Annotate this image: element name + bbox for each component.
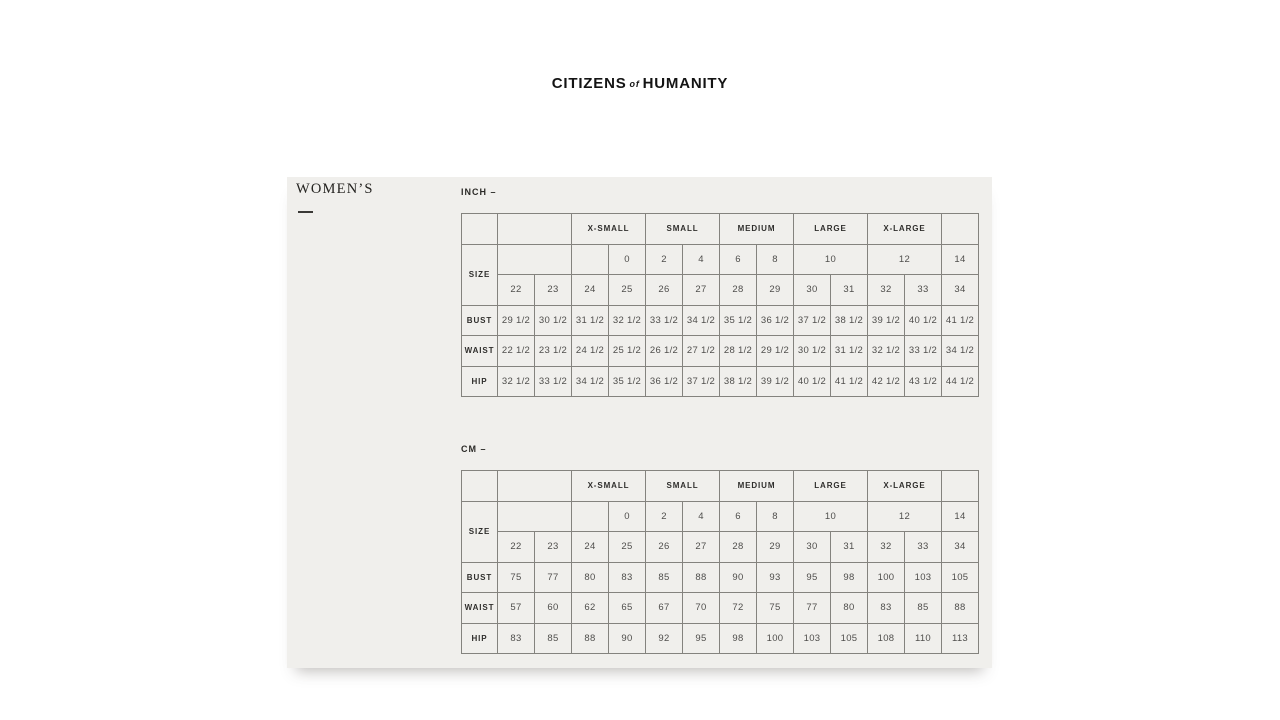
measure-value-cell: 33 1/2: [535, 366, 572, 397]
measure-value-cell: 32 1/2: [498, 366, 535, 397]
numeric-size-cell: 32: [868, 532, 905, 563]
numeric-size-cell: 26: [646, 275, 683, 306]
measure-value-cell: 35 1/2: [609, 366, 646, 397]
measure-value-cell: 93: [757, 562, 794, 593]
measure-value-cell: 100: [868, 562, 905, 593]
size-group-cell: X-SMALL: [572, 214, 646, 245]
measure-value-cell: 110: [905, 623, 942, 654]
measure-value-cell: 85: [646, 562, 683, 593]
measure-value-cell: 103: [794, 623, 831, 654]
measure-label-cell: BUST: [462, 305, 498, 336]
measure-value-cell: 25 1/2: [609, 336, 646, 367]
measure-value-cell: 90: [720, 562, 757, 593]
size-chart-panel: [287, 177, 992, 668]
unit-label-cm: CM –: [461, 444, 487, 454]
size-chart-content: [461, 186, 979, 654]
measure-value-cell: 88: [572, 623, 609, 654]
cm-chart-block: [461, 443, 979, 654]
measure-value-cell: 113: [942, 623, 979, 654]
measure-value-cell: 39 1/2: [757, 366, 794, 397]
numeric-size-cell: 27: [683, 532, 720, 563]
measure-label-cell: HIP: [462, 366, 498, 397]
measure-value-cell: 34 1/2: [683, 305, 720, 336]
measure-value-cell: 36 1/2: [646, 366, 683, 397]
numeric-size-cell: 23: [535, 532, 572, 563]
measure-value-cell: 32 1/2: [868, 336, 905, 367]
measure-value-cell: 60: [535, 593, 572, 624]
us-size-cell: [498, 244, 572, 275]
measure-value-cell: 29 1/2: [498, 305, 535, 336]
brand-logo-citizens: CITIZENS: [551, 75, 627, 92]
numeric-size-cell: 31: [831, 275, 868, 306]
measure-value-cell: 44 1/2: [942, 366, 979, 397]
numeric-size-cell: 29: [757, 532, 794, 563]
measure-value-cell: 90: [609, 623, 646, 654]
measure-value-cell: 29 1/2: [757, 336, 794, 367]
measure-value-cell: 80: [831, 593, 868, 624]
numeric-size-cell: 33: [905, 275, 942, 306]
measure-value-cell: 22 1/2: [498, 336, 535, 367]
us-size-cell: 6: [720, 501, 757, 532]
measure-value-cell: 40 1/2: [794, 366, 831, 397]
numeric-size-cell: 33: [905, 532, 942, 563]
measure-value-cell: 31 1/2: [831, 336, 868, 367]
measure-value-cell: 77: [794, 593, 831, 624]
measure-value-cell: 103: [905, 562, 942, 593]
size-group-cell: MEDIUM: [720, 214, 794, 245]
measure-value-cell: 33 1/2: [905, 336, 942, 367]
measure-value-cell: 75: [498, 562, 535, 593]
unit-label-inch: INCH –: [461, 187, 497, 197]
inch-chart-block: [461, 186, 979, 397]
us-size-cell: 8: [757, 244, 794, 275]
size-label-cell: SIZE: [462, 501, 498, 562]
us-size-cell: 4: [683, 501, 720, 532]
numeric-size-cell: 30: [794, 532, 831, 563]
numeric-size-cell: 29: [757, 275, 794, 306]
size-group-cell: X-LARGE: [868, 214, 942, 245]
measure-value-cell: 32 1/2: [609, 305, 646, 336]
us-size-cell: 4: [683, 244, 720, 275]
measure-value-cell: 27 1/2: [683, 336, 720, 367]
measure-value-cell: 33 1/2: [646, 305, 683, 336]
cm-size-table: [461, 470, 979, 654]
us-size-cell: 12: [868, 244, 942, 275]
measure-value-cell: 83: [609, 562, 646, 593]
measure-value-cell: 38 1/2: [831, 305, 868, 336]
size-group-cell: SMALL: [646, 214, 720, 245]
measure-label-cell: WAIST: [462, 336, 498, 367]
numeric-size-cell: 22: [498, 532, 535, 563]
group-spacer-cell: [498, 214, 572, 245]
measure-value-cell: 57: [498, 593, 535, 624]
measure-value-cell: 88: [683, 562, 720, 593]
measure-value-cell: 28 1/2: [720, 336, 757, 367]
us-size-cell: 2: [646, 501, 683, 532]
numeric-size-cell: 26: [646, 532, 683, 563]
us-size-cell: 2: [646, 244, 683, 275]
measure-value-cell: 72: [720, 593, 757, 624]
measure-value-cell: 34 1/2: [942, 336, 979, 367]
measure-value-cell: 37 1/2: [794, 305, 831, 336]
measure-value-cell: 30 1/2: [535, 305, 572, 336]
us-size-cell: 0: [609, 501, 646, 532]
size-chart-sidebar: [296, 181, 374, 213]
measure-value-cell: 75: [757, 593, 794, 624]
us-size-cell: 8: [757, 501, 794, 532]
us-size-cell: 0: [609, 244, 646, 275]
size-group-cell: SMALL: [646, 471, 720, 502]
measure-label-cell: HIP: [462, 623, 498, 654]
measure-value-cell: 100: [757, 623, 794, 654]
measure-value-cell: 62: [572, 593, 609, 624]
numeric-size-cell: 25: [609, 532, 646, 563]
measure-value-cell: 23 1/2: [535, 336, 572, 367]
numeric-size-cell: 27: [683, 275, 720, 306]
us-size-cell: 12: [868, 501, 942, 532]
size-group-cell: X-LARGE: [868, 471, 942, 502]
numeric-size-cell: 25: [609, 275, 646, 306]
us-size-cell: [572, 501, 609, 532]
measure-value-cell: 70: [683, 593, 720, 624]
brand-logo-of: of: [629, 79, 640, 89]
measure-value-cell: 85: [905, 593, 942, 624]
brand-logo-humanity: HUMANITY: [642, 75, 729, 92]
measure-value-cell: 37 1/2: [683, 366, 720, 397]
size-group-cell: X-SMALL: [572, 471, 646, 502]
us-size-cell: 14: [942, 501, 979, 532]
us-size-cell: 14: [942, 244, 979, 275]
measure-value-cell: 92: [646, 623, 683, 654]
numeric-size-cell: 34: [942, 532, 979, 563]
us-size-cell: [572, 244, 609, 275]
numeric-size-cell: 30: [794, 275, 831, 306]
measure-value-cell: 39 1/2: [868, 305, 905, 336]
measure-value-cell: 98: [720, 623, 757, 654]
group-spacer-cell: [942, 471, 979, 502]
measure-value-cell: 83: [498, 623, 535, 654]
numeric-size-cell: 28: [720, 532, 757, 563]
measure-value-cell: 30 1/2: [794, 336, 831, 367]
us-size-cell: 10: [794, 244, 868, 275]
size-label-cell: SIZE: [462, 244, 498, 305]
measure-value-cell: 80: [572, 562, 609, 593]
brand-logo[interactable]: [0, 75, 1280, 92]
measure-value-cell: 67: [646, 593, 683, 624]
numeric-size-cell: 32: [868, 275, 905, 306]
measure-value-cell: 83: [868, 593, 905, 624]
inch-size-table: [461, 213, 979, 397]
measure-value-cell: 88: [942, 593, 979, 624]
numeric-size-cell: 28: [720, 275, 757, 306]
numeric-size-cell: 22: [498, 275, 535, 306]
measure-value-cell: 34 1/2: [572, 366, 609, 397]
size-group-cell: MEDIUM: [720, 471, 794, 502]
measure-value-cell: 105: [831, 623, 868, 654]
measure-value-cell: 36 1/2: [757, 305, 794, 336]
measure-value-cell: 31 1/2: [572, 305, 609, 336]
us-size-cell: 6: [720, 244, 757, 275]
numeric-size-cell: 24: [572, 532, 609, 563]
measure-value-cell: 41 1/2: [942, 305, 979, 336]
size-group-cell: LARGE: [794, 471, 868, 502]
measure-value-cell: 24 1/2: [572, 336, 609, 367]
measure-label-cell: BUST: [462, 562, 498, 593]
measure-value-cell: 43 1/2: [905, 366, 942, 397]
title-underline: [298, 211, 313, 213]
measure-value-cell: 38 1/2: [720, 366, 757, 397]
measure-value-cell: 77: [535, 562, 572, 593]
corner-cell: [462, 214, 498, 245]
measure-value-cell: 98: [831, 562, 868, 593]
measure-label-cell: WAIST: [462, 593, 498, 624]
section-title: WOMEN’S: [296, 181, 374, 197]
measure-value-cell: 105: [942, 562, 979, 593]
measure-value-cell: 85: [535, 623, 572, 654]
size-group-cell: LARGE: [794, 214, 868, 245]
measure-value-cell: 40 1/2: [905, 305, 942, 336]
group-spacer-cell: [498, 471, 572, 502]
measure-value-cell: 95: [794, 562, 831, 593]
measure-value-cell: 65: [609, 593, 646, 624]
us-size-cell: [498, 501, 572, 532]
measure-value-cell: 42 1/2: [868, 366, 905, 397]
measure-value-cell: 26 1/2: [646, 336, 683, 367]
numeric-size-cell: 31: [831, 532, 868, 563]
measure-value-cell: 35 1/2: [720, 305, 757, 336]
corner-cell: [462, 471, 498, 502]
numeric-size-cell: 34: [942, 275, 979, 306]
us-size-cell: 10: [794, 501, 868, 532]
numeric-size-cell: 24: [572, 275, 609, 306]
numeric-size-cell: 23: [535, 275, 572, 306]
measure-value-cell: 108: [868, 623, 905, 654]
group-spacer-cell: [942, 214, 979, 245]
measure-value-cell: 95: [683, 623, 720, 654]
measure-value-cell: 41 1/2: [831, 366, 868, 397]
